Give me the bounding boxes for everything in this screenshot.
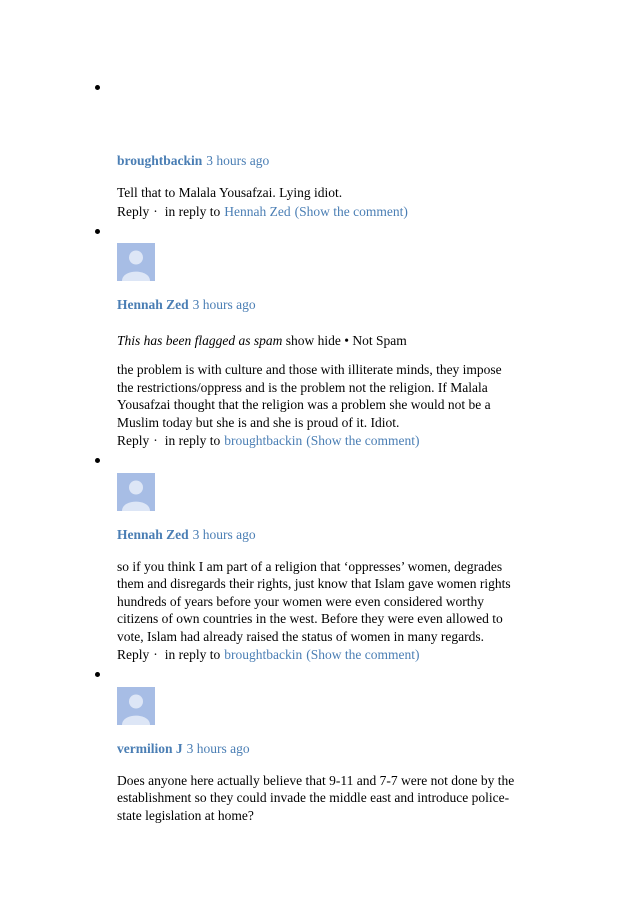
user-avatar[interactable] <box>117 243 155 281</box>
comment-body <box>117 184 638 202</box>
comment-text-line: Tell that to Malala Yousafzai. Lying idiot. <box>117 185 343 200</box>
default-user-avatar-icon <box>117 473 155 511</box>
comment-timestamp-link[interactable]: 3 hours ago <box>192 297 256 312</box>
default-user-avatar-icon <box>117 243 155 281</box>
show-comment-link[interactable]: (Show the comment) <box>306 647 420 662</box>
comment-body <box>117 361 638 431</box>
in-reply-to-label: in reply to <box>164 647 221 662</box>
comment-text-line: the problem is with culture and those with illiterate minds, they impose <box>117 362 502 377</box>
comment-timestamp-link[interactable]: 3 hours ago <box>206 153 270 168</box>
show-comment-link[interactable]: (Show the comment) <box>294 203 408 219</box>
comment-text-line: citizens of own countries in the west. Before they were even allowed to <box>117 611 503 626</box>
in-reply-to-label: in reply to <box>164 203 221 219</box>
flag-separator: • <box>344 333 349 348</box>
comment-item <box>117 221 638 451</box>
not-spam-link[interactable]: Not Spam <box>352 333 407 348</box>
list-bullet-row <box>117 451 638 471</box>
comment-text-line: hundreds of years before your women were even considered worthy <box>117 593 484 609</box>
comment-list <box>0 77 638 824</box>
comment-author-link[interactable]: Hennah Zed <box>117 297 189 312</box>
user-avatar[interactable] <box>117 473 155 511</box>
comment-body <box>117 772 638 825</box>
in-reply-to-label: in reply to <box>164 433 221 448</box>
comment-text-line: so if you think I am part of a religion that ‘oppresses’ women, degrades <box>117 558 503 574</box>
comment-item <box>117 77 638 221</box>
comment-text-line: Does anyone here actually believe that 9-11 and 7-7 were not done by the <box>117 772 515 788</box>
bullet-dot <box>95 458 100 463</box>
user-avatar[interactable] <box>117 687 155 725</box>
list-bullet-row <box>117 221 638 241</box>
show-comment-link[interactable]: (Show the comment) <box>306 433 420 448</box>
list-bullet-row <box>117 665 638 685</box>
avatar-placeholder <box>117 99 155 137</box>
comment-body <box>117 558 638 646</box>
comment-item <box>117 665 638 825</box>
default-user-avatar-icon <box>117 687 155 725</box>
comment-actions <box>117 645 638 665</box>
comment-author-link[interactable]: broughtbackin <box>117 153 203 168</box>
separator-dot: · <box>153 647 158 662</box>
comment-text-line: vote, Islam had already raised the status of women in many regards. <box>117 628 485 644</box>
hide-flagged-link[interactable]: hide <box>317 333 341 348</box>
spam-flag-text: This has been flagged as spam <box>117 333 283 348</box>
comment-text-line: establishment so they could invade the middle east and introduce police- <box>117 790 510 805</box>
comment-text-line: Muslim today but she is and she is proud of it. Idiot. <box>117 414 400 430</box>
reply-button[interactable]: Reply <box>117 203 150 219</box>
comment-author-link[interactable]: vermilion J <box>117 740 183 756</box>
bullet-dot <box>95 672 100 677</box>
comment-header <box>117 525 638 544</box>
comment-text-line: the restrictions/oppress and is the problem not the religion. If Malala <box>117 379 488 395</box>
reply-target-link[interactable]: broughtbackin <box>224 647 303 662</box>
comment-text-line: state legislation at home? <box>117 807 254 823</box>
comment-timestamp-link[interactable]: 3 hours ago <box>192 526 256 542</box>
show-flagged-link[interactable]: show <box>285 333 315 348</box>
comment-author-link[interactable]: Hennah Zed <box>117 526 189 542</box>
bullet-dot <box>95 85 100 90</box>
spam-flag-notice <box>117 332 638 350</box>
comment-text-line: them and disregards their rights, just know that Islam gave women rights <box>117 576 511 591</box>
reply-target-link[interactable]: Hennah Zed <box>224 203 291 219</box>
comment-header <box>117 739 638 758</box>
comment-actions <box>117 431 638 451</box>
separator-dot: · <box>153 203 158 219</box>
list-bullet-row <box>117 77 638 97</box>
comment-item <box>117 451 638 665</box>
comment-text-line: Yousafzai thought that the religion was a problem she would not be a <box>117 397 491 412</box>
bullet-dot <box>95 229 100 234</box>
comment-timestamp-link[interactable]: 3 hours ago <box>186 740 250 756</box>
reply-button[interactable]: Reply <box>117 433 150 448</box>
comment-actions <box>117 202 638 222</box>
comment-header <box>117 151 638 170</box>
reply-target-link[interactable]: broughtbackin <box>224 433 303 448</box>
comment-header <box>117 295 638 314</box>
separator-dot: · <box>153 433 158 448</box>
reply-button[interactable]: Reply <box>117 647 150 662</box>
